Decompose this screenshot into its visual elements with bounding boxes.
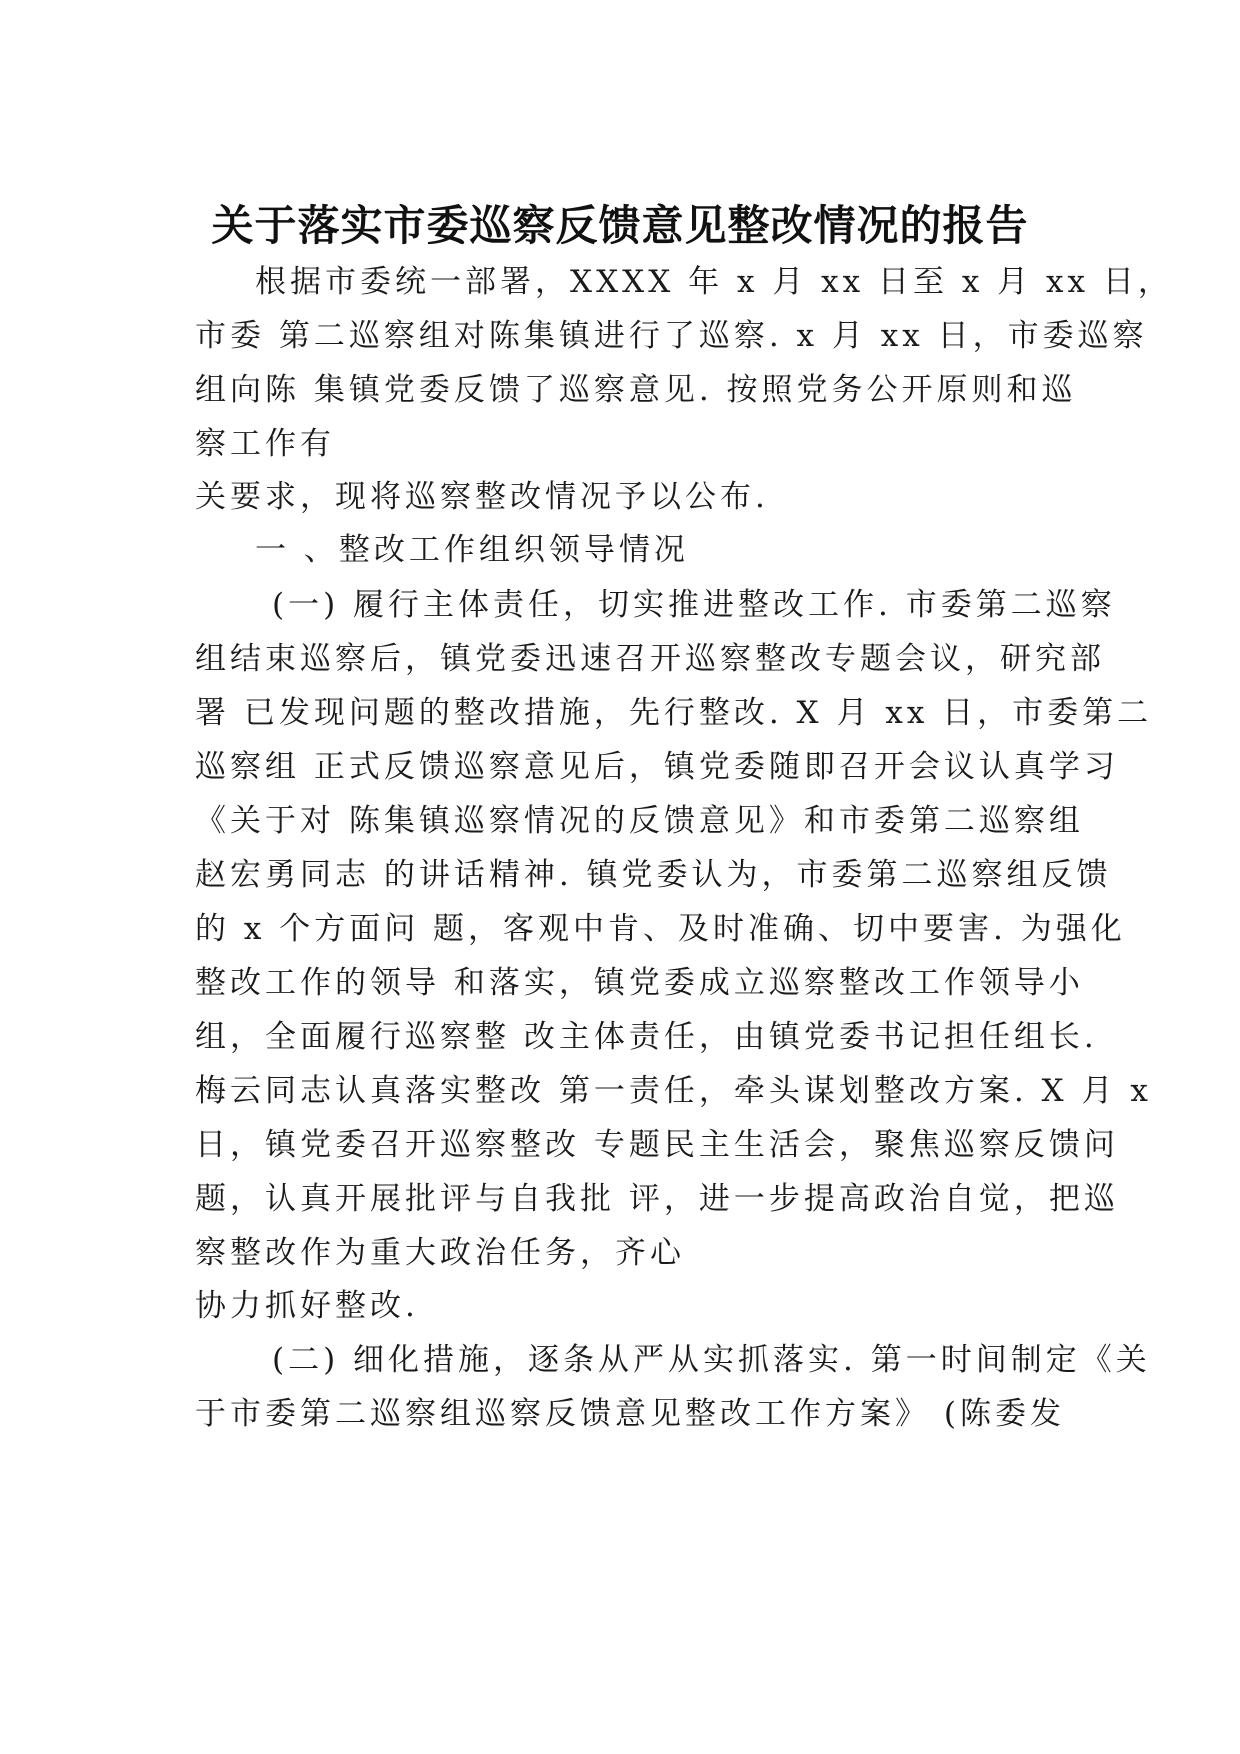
document-title: 关于落实市委巡察反馈意见整改情况的报告 [211, 201, 1029, 250]
paragraph-line: 组结束巡察后，镇党委迅速召开巡察整改专题会议，研究部 [195, 641, 1105, 677]
paragraph-line: 《关于对 陈集镇巡察情况的反馈意见》和市委第二巡察组 [195, 803, 1084, 839]
paragraph-line: 整改工作的领导 和落实，镇党委成立巡察整改工作领导小 [195, 965, 1084, 1001]
paragraph-line: 察工作有 [195, 426, 335, 462]
paragraph-line: 的 x 个方面问 题，客观中肯、及时准确、切中要害. 为强化 [195, 911, 1126, 947]
paragraph-line: 日，镇党委召开巡察整改 专题民主生活会，聚焦巡察反馈问 [195, 1127, 1119, 1163]
paragraph-line: 关要求，现将巡察整改情况予以公布. [195, 479, 769, 515]
paragraph-line: 市委 第二巡察组对陈集镇进行了巡察. x 月 xx 日，市委巡察 [195, 318, 1148, 354]
paragraph-line: 题，认真开展批评与自我批 评，进一步提高政治自觉，把巡 [195, 1181, 1119, 1217]
section-heading: 一 、整改工作组织领导情况 [255, 532, 689, 568]
paragraph-line: 梅云同志认真落实整改 第一责任，牵头谋划整改方案. X 月 x [195, 1073, 1152, 1109]
paragraph-line: 组向陈 集镇党委反馈了巡察意见. 按照党务公开原则和巡 [195, 372, 1077, 408]
paragraph-line: 赵宏勇同志 的讲话精神. 镇党委认为，市委第二巡察组反馈 [195, 857, 1112, 893]
paragraph-line: 于市委第二巡察组巡察反馈意见整改工作方案》 (陈委发 [195, 1396, 1065, 1432]
paragraph-line: (二) 细化措施，逐条从严从实抓落实. 第一时间制定《关 [272, 1342, 1151, 1378]
paragraph-line: 协力抓好整改. [195, 1288, 419, 1324]
paragraph-line: 组，全面履行巡察整 改主体责任，由镇党委书记担任组长. [195, 1019, 1098, 1055]
paragraph-line: 察整改作为重大政治任务，齐心 [195, 1235, 685, 1271]
paragraph-line: 根据市委统一部署，XXXX 年 x 月 xx 日至 x 月 xx 日， [255, 264, 1173, 300]
paragraph-line: 巡察组 正式反馈巡察意见后，镇党委随即召开会议认真学习 [195, 749, 1119, 785]
paragraph-line: 署 已发现问题的整改措施，先行整改. X 月 xx 日，市委第二 [195, 695, 1153, 731]
paragraph-line: (一) 履行主体责任，切实推进整改工作. 市委第二巡察 [272, 587, 1116, 623]
